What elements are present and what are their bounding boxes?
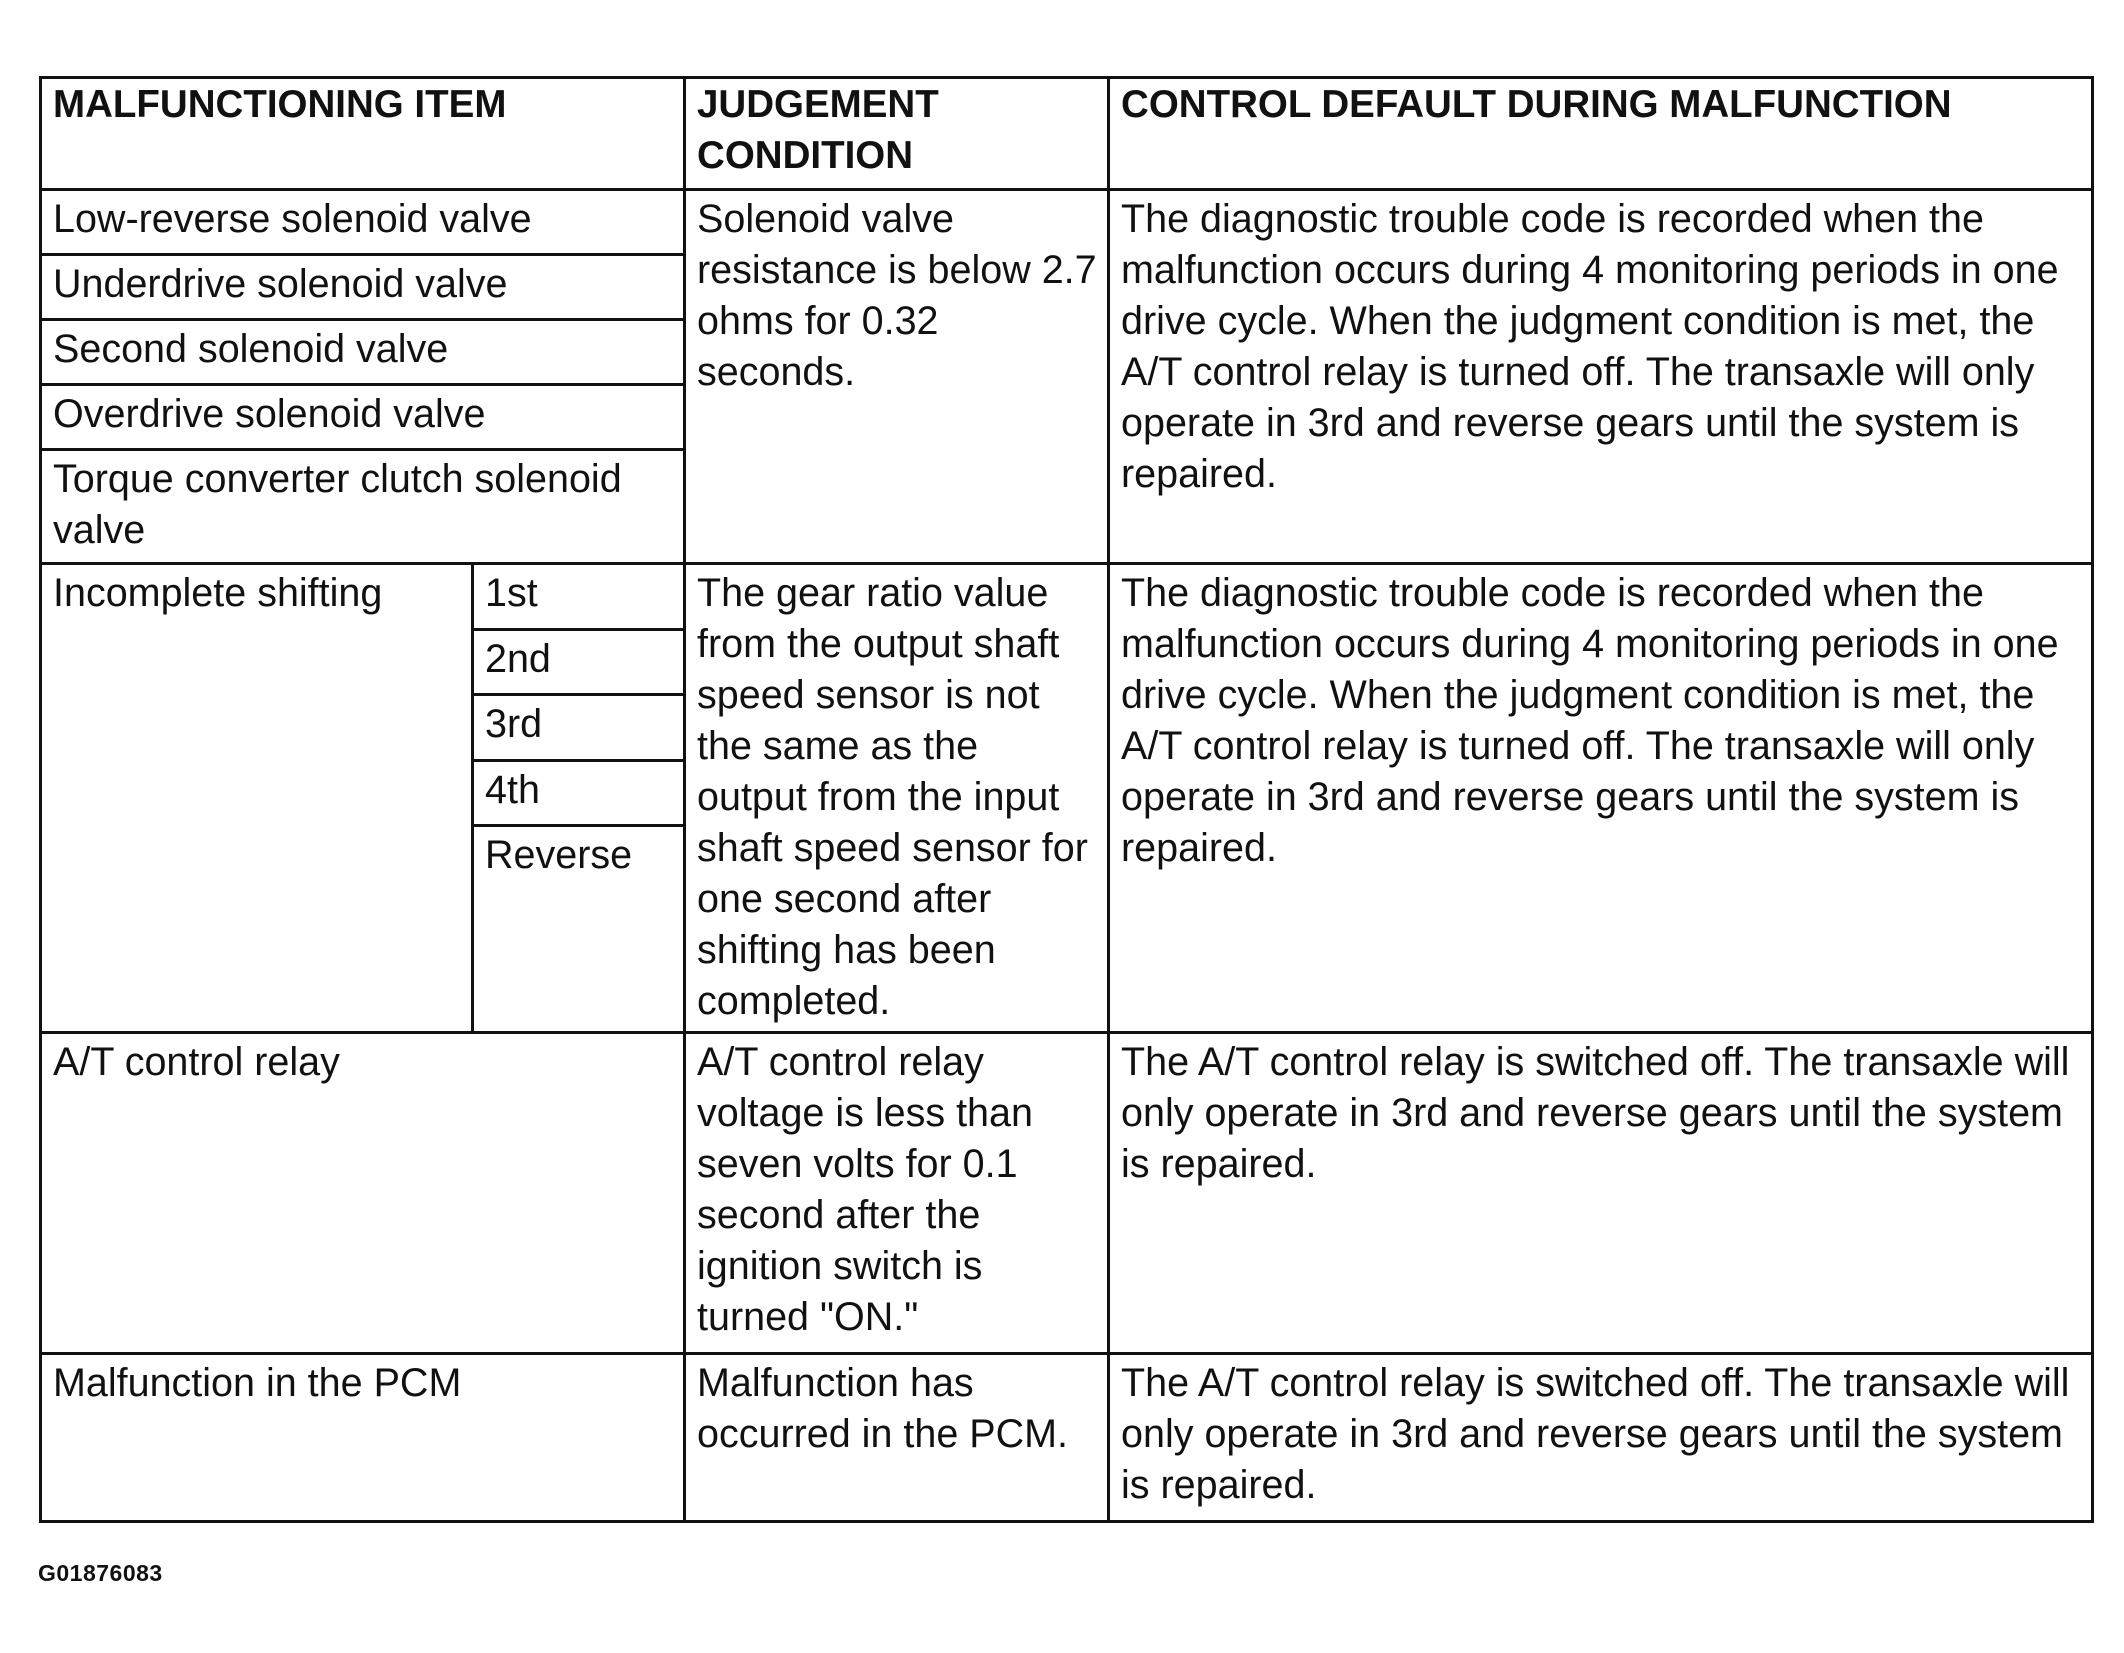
table-row <box>41 190 2093 255</box>
gear-cell: 4th <box>473 760 685 826</box>
table-row <box>41 1354 2093 1522</box>
gear-cell: Reverse <box>473 826 685 1033</box>
header-row <box>41 78 2093 190</box>
header-malfunctioning-item: MALFUNCTIONING ITEM <box>41 78 685 190</box>
gear-cell: 2nd <box>473 629 685 695</box>
item-cell: Torque converter clutch solenoid valve <box>41 450 685 564</box>
item-cell: Overdrive solenoid valve <box>41 385 685 450</box>
item-cell: Low-reverse solenoid valve <box>41 190 685 255</box>
item-cell: Incomplete shifting <box>41 564 473 1033</box>
condition-cell: Malfunction has occurred in the PCM. <box>685 1354 1109 1522</box>
item-cell: Underdrive solenoid valve <box>41 255 685 320</box>
header-control-default: CONTROL DEFAULT DURING MALFUNCTION <box>1109 78 2093 190</box>
gear-cell: 3rd <box>473 695 685 761</box>
control-default-cell: The diagnostic trouble code is recorded when the malfunction occurs during 4 monitoring periods in one drive cycle. When the judgment condition is met, the A/T control relay is turned off. The transaxle will only operate in 3rd and reverse gears until the system is repaired. <box>1109 190 2093 564</box>
item-cell: Second solenoid valve <box>41 320 685 385</box>
condition-cell: A/T control relay voltage is less than seven volts for 0.1 second after the ignition switch is turned "ON." <box>685 1033 1109 1354</box>
figure-id: G01876083 <box>38 1560 163 1586</box>
gear-cell: 1st <box>473 564 685 630</box>
table-row <box>41 564 2093 630</box>
item-cell: A/T control relay <box>41 1033 685 1354</box>
condition-cell: Solenoid valve resistance is below 2.7 ohms for 0.32 seconds. <box>685 190 1109 564</box>
control-default-cell: The diagnostic trouble code is recorded when the malfunction occurs during 4 monitoring periods in one drive cycle. When the judgment condition is met, the A/T control relay is turned off. The transaxle will only operate in 3rd and reverse gears until the system is repaired. <box>1109 564 2093 1033</box>
table-row <box>41 1033 2093 1354</box>
control-default-cell: The A/T control relay is switched off. The transaxle will only operate in 3rd and reverse gears until the system is repaired. <box>1109 1354 2093 1522</box>
header-judgement-condition: JUDGEMENT CONDITION <box>685 78 1109 190</box>
malfunction-table <box>39 76 2094 1523</box>
condition-cell: The gear ratio value from the output shaft speed sensor is not the same as the output from the input shaft speed sensor for one second after shifting has been completed. <box>685 564 1109 1033</box>
control-default-cell: The A/T control relay is switched off. The transaxle will only operate in 3rd and reverse gears until the system is repaired. <box>1109 1033 2093 1354</box>
item-cell: Malfunction in the PCM <box>41 1354 685 1522</box>
